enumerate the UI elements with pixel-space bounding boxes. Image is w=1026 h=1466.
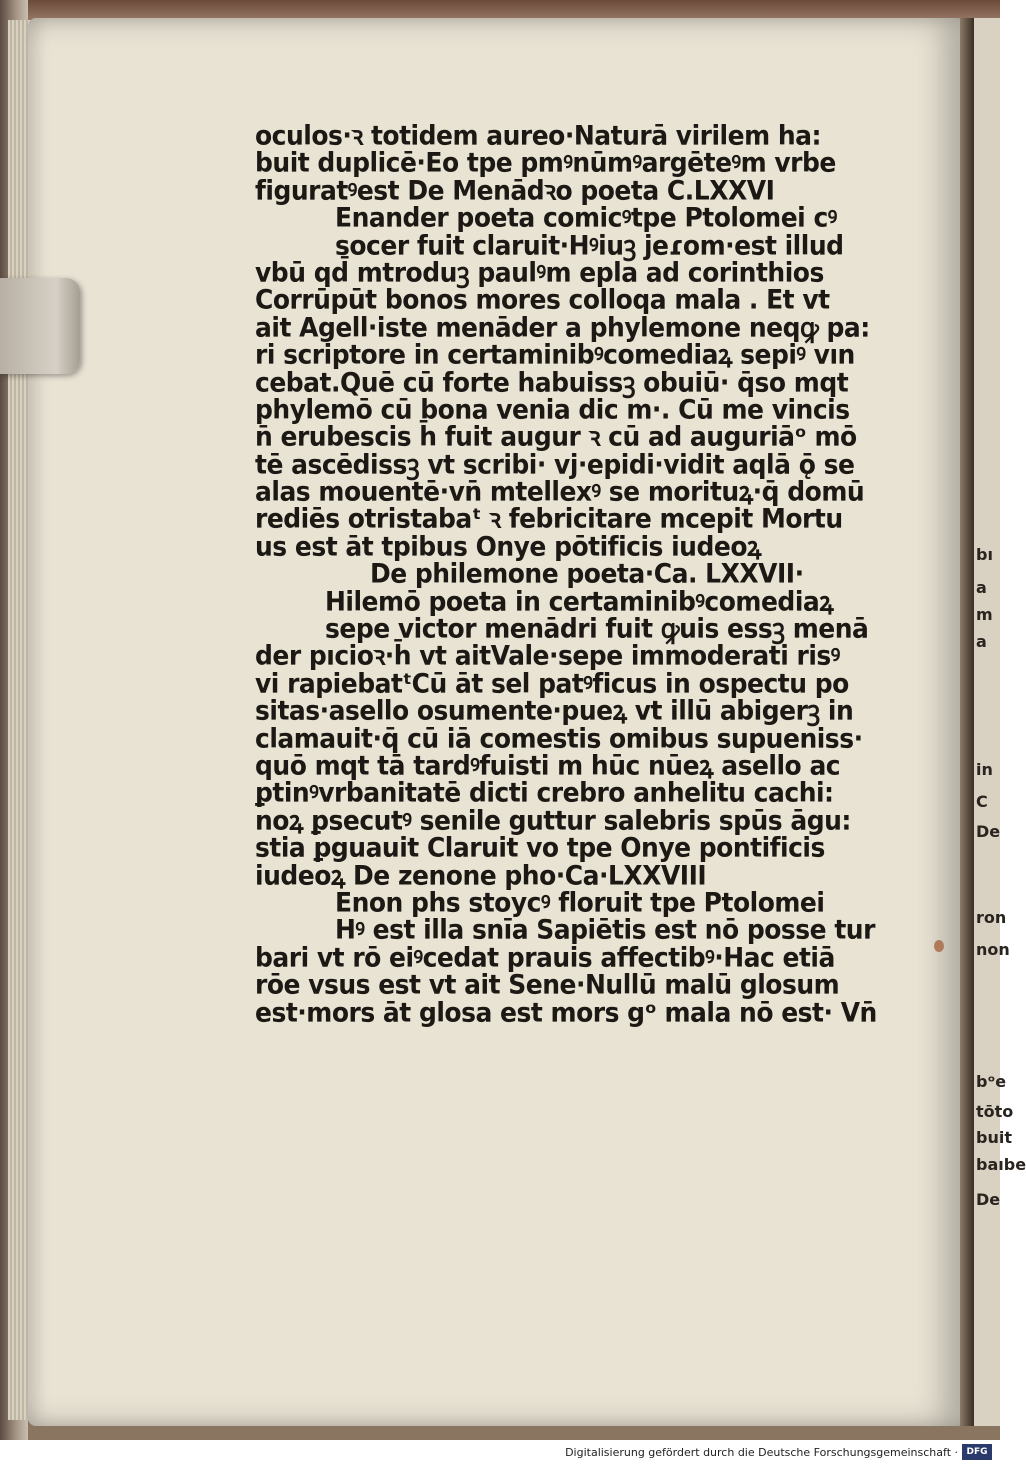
text-line: der pıcioꝛ·h̄ vt aitVale·sepe immoderati risꝰ (255, 640, 840, 672)
facing-page-fragment: C (976, 792, 988, 811)
book-clasp (0, 278, 80, 374)
text-line: est·mors āt glosa est mors gᵒ mala nō est· Vn̄ (255, 996, 877, 1028)
book-gutter (960, 18, 974, 1426)
text-line: vbū qd̄ mtroduꝫ paulꝰm epla ad corinthios (255, 257, 824, 288)
facing-page-fragment: in (976, 760, 993, 779)
text-line: rediēs otristabaᵗ ꝛ febricitare mcepit Mortu (255, 503, 843, 535)
footer-credit: Digitalisierung gefördert durch die Deutsche Forschungsgemeinschaft · (565, 1446, 958, 1459)
digitization-footer (0, 1440, 1000, 1466)
facing-page-fragment: De (976, 1190, 1001, 1209)
text-line: cebat.Quē cū forte habuissꝫ obuiū· q̄so mqt (255, 366, 849, 398)
text-line: bari vt rō eiꝰcedat prauis affectibꝰ·Hac etiā (255, 941, 835, 973)
text-line: rōe vsus est vt ait Sene·Nullū malū glosum (255, 969, 840, 1000)
text-line: ri scriptore in certaminibꝰcomediaꝝ sepiꝰ vın (255, 339, 855, 370)
text-line: ait Agell·iste menāder a phylemone neqꝙ pa: (255, 311, 870, 343)
text-line: phylemō cū bona venia dic m·. Cū me vincis (255, 394, 850, 425)
text-line: us est āt tpibus Onye pōtificis iudeoꝝ (255, 531, 761, 562)
facing-page (974, 18, 1000, 1426)
text-line: Corrūpūt bonos mores colloqa mala . Et vt (255, 284, 830, 316)
text-line: sepe victor menādri fuit ꝙuis essꝫ menā (325, 613, 869, 644)
facing-page-fragment: ron (976, 908, 1007, 927)
text-line: alas mouentē·vn̄ mtellexꝰ se morituꝝ·q̄ domū (255, 476, 865, 507)
text-line: ꝑtinꝰvrbanitatē dicti crebro anhelitu cachi: (255, 777, 834, 809)
facing-page-fragment: a (976, 632, 987, 651)
paper-stain (934, 940, 944, 952)
facing-page-fragment: bᵒe (976, 1072, 1007, 1091)
facing-page-fragment: baıbe (976, 1155, 1026, 1174)
text-line: Enander poeta comicꝰtpe Ptolomei cꝰ (335, 202, 837, 233)
text-line: De philemone poeta·Ca. LXXVII· (370, 558, 804, 589)
dfg-logo: DFG (962, 1444, 992, 1460)
facing-page-fragment: bı (976, 545, 993, 564)
text-line: buit duplicē·Eo tpe pmꝰnūmꝰargēteꝰm vrbe (255, 147, 836, 179)
facing-page-fragment: non (976, 940, 1010, 959)
text-line: tē ascēdissꝫ vt scribi· vj·epidi·vidit aqlā ǭ se (255, 448, 855, 480)
text-line: n̄ erubescis h̄ fuit augur ꝛ cū ad auguriāᵒ mō (255, 421, 857, 453)
text-line: figuratꝰest De Menādꝛo poeta C.LXXVI (255, 175, 775, 206)
facing-page-fragment: a (976, 578, 987, 597)
text-line: clamauit·q̄ cū iā comestis omibus supueniss· (255, 722, 863, 754)
facing-page-fragment: De (976, 822, 1001, 841)
text-line: oculos·ꝛ totidem aureo·Naturā virilem ha: (255, 120, 821, 151)
facing-page-fragment: m (976, 605, 993, 624)
facing-page-fragment: buit (976, 1128, 1012, 1147)
text-line: iudeoꝝ De zenone pho·Ca·LXXVIII (255, 859, 707, 891)
text-line: Hilemō poeta in certaminibꝰcomediaꝝ (325, 585, 834, 617)
text-line: Enon phs stoycꝰ floruit tpe Ptolomei (335, 887, 825, 918)
facing-page-fragment: tōto (976, 1102, 1014, 1121)
text-line: Hꝰ est illa snīa Sapiētis est nō posse tur (335, 914, 875, 946)
text-line: stia ꝑguauit Claruit vo tpe Onye pontificis (255, 832, 825, 863)
printed-text-block (255, 120, 877, 1028)
text-line: socer fuit claruit·Hꝰiuꝫ jeɾom·est illud (335, 229, 844, 261)
text-line: sitas·asello osumente·pueꝝ vt illū abigerꝫ in (255, 695, 854, 726)
text-line: quō mqt tā tardꝰfuisti m hūc nūeꝝ asello ac (255, 750, 841, 781)
text-line: vi rapiebatᵗCū āt sel patꝰficus in ospectu po (255, 668, 849, 699)
text-line: noꝝ ꝑsecutꝰ senile guttur salebris spūs āgu: (255, 805, 851, 836)
